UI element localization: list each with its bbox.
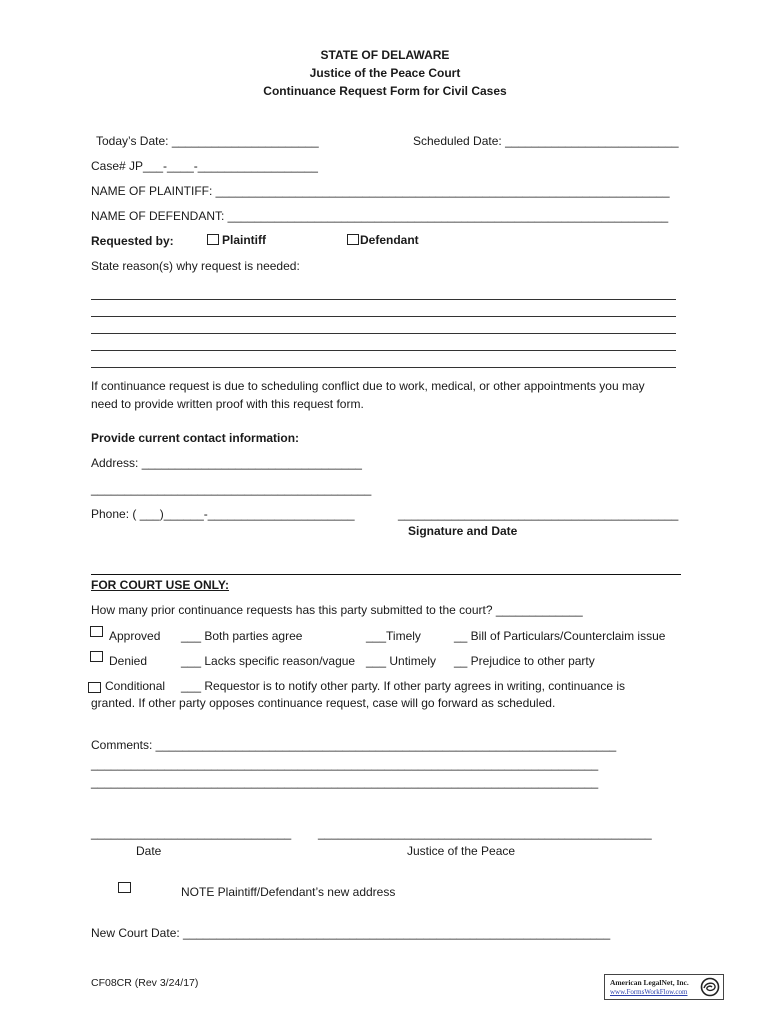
denied-checkbox[interactable] <box>90 651 103 662</box>
court-use-heading: FOR COURT USE ONLY: <box>91 578 230 592</box>
comments-line-3[interactable]: ____________________________________________________________________________ <box>91 775 599 789</box>
lacks-reason-option[interactable]: ___ Lacks specific reason/vague <box>181 654 356 668</box>
phone-field[interactable]: Phone: ( ___)______-______________________ <box>91 507 355 521</box>
reason-line-4[interactable] <box>91 350 676 351</box>
defendant-checkbox[interactable] <box>347 234 359 245</box>
reason-line-3[interactable] <box>91 333 676 334</box>
prior-requests-question[interactable]: How many prior continuance requests has this party submitted to the court? _____________ <box>91 603 583 617</box>
signature-line[interactable]: __________________________________________ <box>398 507 679 521</box>
plaintiff-checkbox[interactable] <box>207 234 219 245</box>
scheduled-date-field[interactable]: Scheduled Date: __________________________ <box>413 134 679 148</box>
justice-signature-line[interactable]: __________________________________________________ <box>318 826 652 840</box>
written-proof-note: If continuance request is due to scheduling conflict due to work, medical, or other appointments you may need to provide written proof with this request form. <box>91 379 645 411</box>
reason-line-5[interactable] <box>91 367 676 368</box>
both-parties-agree[interactable]: ___ Both parties agree <box>181 629 303 643</box>
new-address-checkbox[interactable] <box>118 882 131 893</box>
state-title: STATE OF DELAWARE <box>320 48 450 62</box>
form-id: CF08CR (Rev 3/24/17) <box>91 977 199 989</box>
logo-url[interactable]: www.FormsWorkFlow.com <box>610 988 688 996</box>
logo-company-name: American LegalNet, Inc. <box>610 978 689 987</box>
new-court-date-field[interactable]: New Court Date: ________________________________________________________________ <box>91 926 611 940</box>
defendant-option-label: Defendant <box>360 233 419 247</box>
court-title: Justice of the Peace Court <box>309 66 461 80</box>
american-legalnet-logo <box>604 974 724 1000</box>
timely-option[interactable]: ___Timely <box>366 629 421 643</box>
date-label: Date <box>136 844 162 858</box>
case-number-field[interactable]: Case# JP___-____-__________________ <box>91 159 318 173</box>
reason-line-1[interactable] <box>91 299 676 300</box>
approved-checkbox[interactable] <box>90 626 103 637</box>
comments-field[interactable]: Comments: _____________________________________________________________________ <box>91 738 617 752</box>
plaintiff-name-field[interactable]: NAME OF PLAINTIFF: ____________________________________________________________________ <box>91 184 670 198</box>
signature-label: Signature and Date <box>408 524 518 538</box>
defendant-name-field[interactable]: NAME OF DEFENDANT: __________________________________________________________________ <box>91 209 669 223</box>
address-field[interactable]: Address: _________________________________ <box>91 456 362 470</box>
prejudice-option[interactable]: __ Prejudice to other party <box>454 654 595 668</box>
comments-line-2[interactable]: ____________________________________________________________________________ <box>91 757 599 771</box>
approved-label: Approved <box>109 629 161 643</box>
bill-of-particulars-option[interactable]: __ Bill of Particulars/Counterclaim issue <box>454 629 666 643</box>
globe-swirl-icon <box>700 977 720 997</box>
court-use-divider <box>91 574 681 575</box>
form-title: Continuance Request Form for Civil Cases <box>263 84 507 98</box>
justice-label: Justice of the Peace <box>407 844 516 858</box>
reason-label: State reason(s) why request is needed: <box>91 259 300 273</box>
untimely-option[interactable]: ___ Untimely <box>366 654 437 668</box>
plaintiff-option[interactable] <box>207 232 266 248</box>
todays-date-field[interactable]: Today’s Date: ______________________ <box>96 134 319 148</box>
conditional-terms: ___ Requestor is to notify other party. If other party agrees in writing, continuance is <box>181 679 626 693</box>
requested-by-label: Requested by: <box>91 234 174 248</box>
conditional-terms-continued: granted. If other party opposes continuance request, case will go forward as scheduled. <box>91 696 556 710</box>
date-line[interactable]: ______________________________ <box>91 826 292 840</box>
address-line-2[interactable]: __________________________________________ <box>91 482 372 496</box>
denied-label: Denied <box>109 654 148 668</box>
plaintiff-option-label: Plaintiff <box>222 233 266 247</box>
contact-heading: Provide current contact information: <box>91 431 300 445</box>
defendant-option[interactable] <box>347 232 419 248</box>
conditional-checkbox[interactable] <box>88 682 101 693</box>
reason-line-2[interactable] <box>91 316 676 317</box>
new-address-note: NOTE Plaintiff/Defendant’s new address <box>181 885 396 899</box>
conditional-label: Conditional <box>105 679 166 693</box>
